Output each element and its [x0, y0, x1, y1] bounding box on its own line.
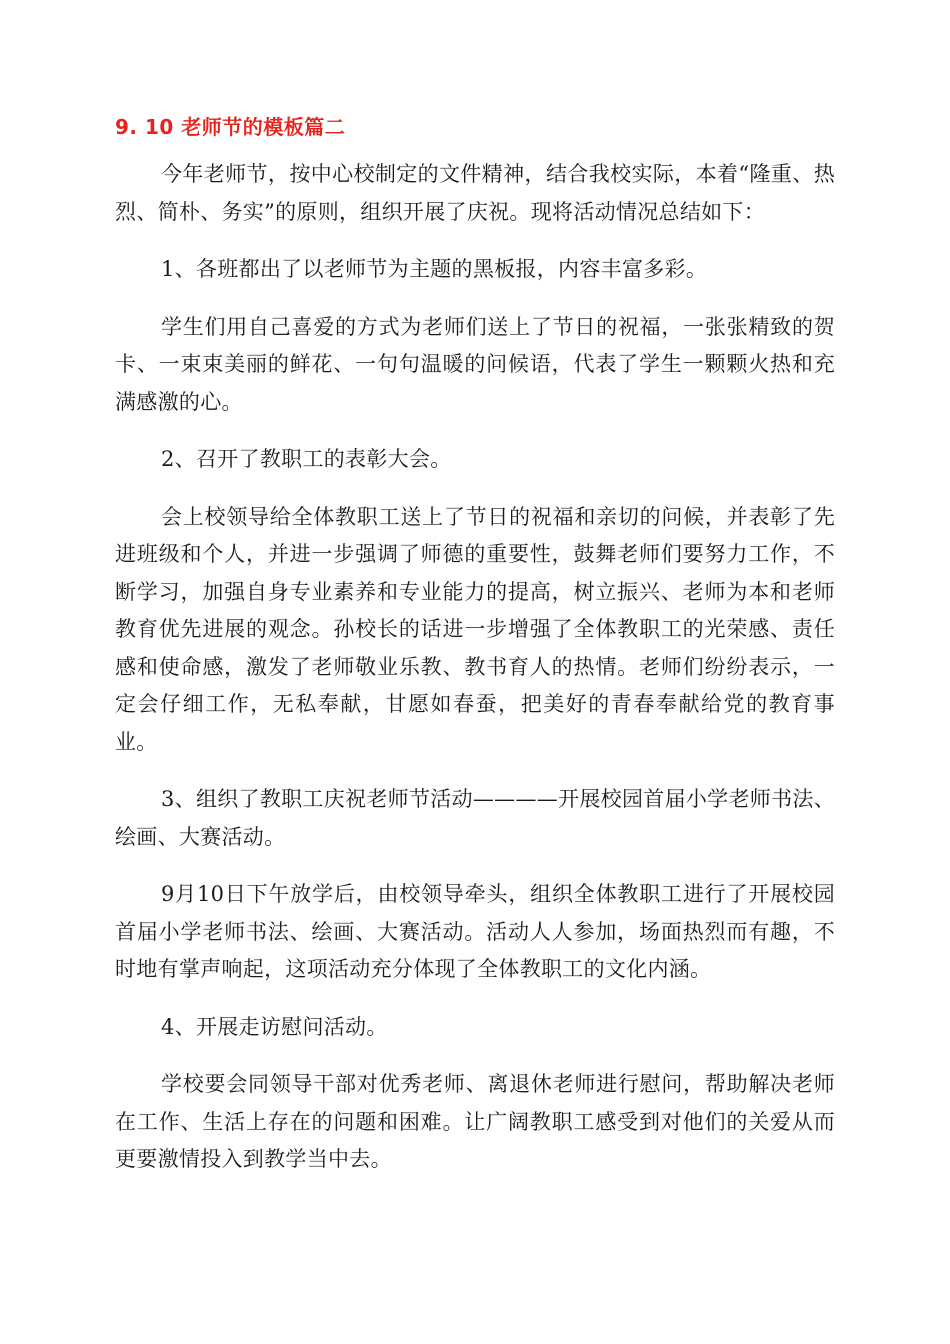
paragraph-meeting: 会上校领导给全体教职工送上了节日的祝福和亲切的问候，并表彰了先进班级和个人，并进一步强调了师德的重要性，鼓舞老师们要努力工作，不断学习，加强自身专业素养和专业能力的提高，树立振兴、老师为本和老师教育优先进展的观念。孙校长的话进一步增强了全体教职工的光荣感、责任感和使命感，激发了老师敬业乐教、教书育人的热情。老师们纷纷表示，一定会仔细工作，无私奉献，甘愿如春蚕，把美好的青春奉献给党的教育事业。 — [115, 504, 835, 754]
paragraph-contest: 9月10日下午放学后，由校领导牵头，组织全体教职工进行了开展校园首届小学老师书法、绘画、大赛活动。活动人人参加，场面热烈而有趣，不时地有掌声响起，这项活动充分体现了全体教职工的文化内涵。 — [115, 882, 835, 981]
paragraph-item-1: 1、各班都出了以老师节为主题的黑板报，内容丰富多彩。 — [161, 257, 708, 281]
section-heading: 9. 10 老师节的模板篇二 — [115, 115, 346, 139]
paragraph-item-2: 2、召开了教职工的表彰大会。 — [161, 447, 452, 471]
paragraph-visits: 学校要会同领导干部对优秀老师、离退休老师进行慰问，帮助解决老师在工作、生活上存在的问题和困难。让广阔教职工感受到对他们的关爱从而更要激情投入到教学当中去。 — [115, 1072, 835, 1171]
paragraph-greeting-cards: 学生们用自己喜爱的方式为老师们送上了节日的祝福，一张张精致的贺卡、一束束美丽的鲜花、一句句温暖的问候语，代表了学生一颗颗火热和充满感激的心。 — [115, 314, 835, 414]
paragraph-item-4: 4、开展走访慰问活动。 — [161, 1014, 388, 1039]
paragraph-item-3: 3、组织了教职工庆祝老师节活动————开展校园首届小学老师书法、绘画、大赛活动。 — [115, 787, 835, 849]
document-body — [115, 112, 835, 1199]
paragraph-intro: 今年老师节，按中心校制定的文件精神，结合我校实际，本着“隆重、热烈、简朴、务实”的原则，组织开展了庆祝。现将活动情况总结如下： — [115, 162, 835, 224]
